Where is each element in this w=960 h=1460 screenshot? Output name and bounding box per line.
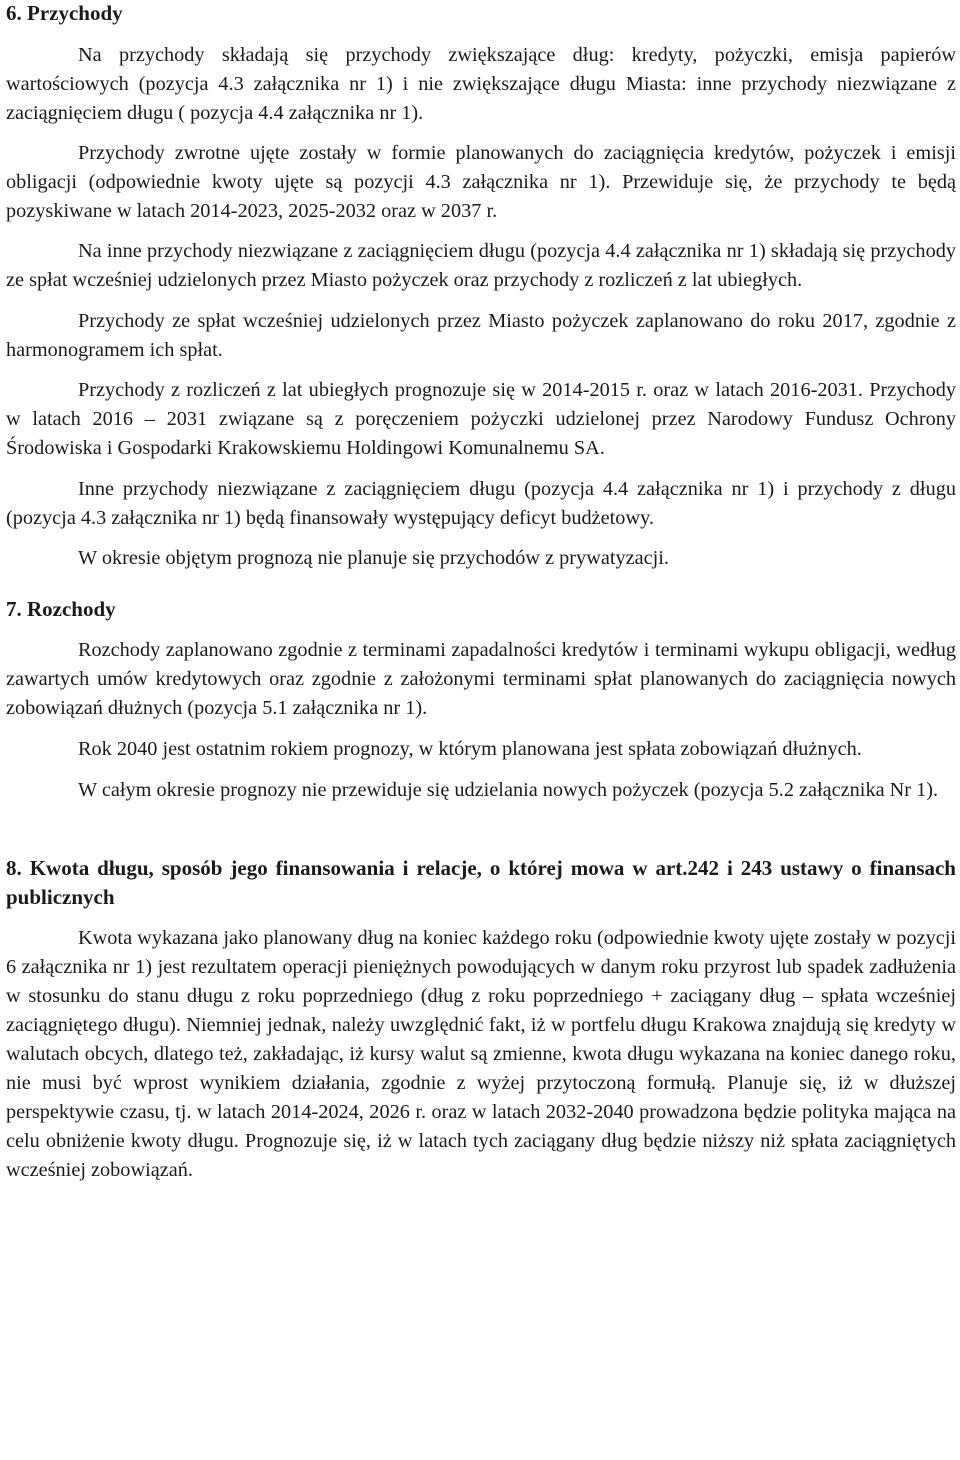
section-6-paragraph-6: Inne przychody niezwiązane z zaciągnięciem długu (pozycja 4.4 załącznika nr 1) i przychody z długu (pozycja 4.3 załącznika nr 1) będą finansowały występujący deficyt budżetowy. xyxy=(6,478,956,529)
section-7-paragraph-3: W całym okresie prognozy nie przewiduje się udzielania nowych pożyczek (pozycja 5.2 załącznika Nr 1). xyxy=(78,779,939,801)
section-6-paragraph-4: Przychody ze spłat wcześniej udzielonych przez Miasto pożyczek zaplanowano do roku 2017, zgodnie z harmonogramem ich spłat. xyxy=(6,310,956,361)
section-6-heading: 6. Przychody xyxy=(6,1,123,25)
section-7-paragraph-2: Rok 2040 jest ostatnim rokiem prognozy, w którym planowana jest spłata zobowiązań dłużnych. xyxy=(78,738,862,760)
section-6-paragraph-5: Przychody z rozliczeń z lat ubiegłych prognozuje się w 2014-2015 r. oraz w latach 2016-2031. Przychody w latach 2016 – 2031 związane są z poręczeniem pożyczki udzielonej przez Narodowy Fundusz Ochrony Środowiska i Gospodarki Krakowskiemu Holdingowi Komunalnemu SA. xyxy=(6,379,956,459)
section-6-paragraph-1: Na przychody składają się przychody zwiększające dług: kredyty, pożyczki, emisja papierów wartościowych (pozycja 4.3 załącznika nr 1) i nie zwiększające długu Miasta: inne przychody niezwiązane z zaciągnięciem długu ( pozycja 4.4 załącznika nr 1). xyxy=(6,44,956,124)
section-8-paragraph-1: Kwota wykazana jako planowany dług na koniec każdego roku (odpowiednie kwoty ujęte zostały w pozycji 6 załącznika nr 1) jest rezultatem operacji pieniężnych powodujących w danym roku przyrost lub spadek zadłużenia w stosunku do stanu długu z roku poprzedniego (dług z roku poprzedniego + zaciągany dług – spłata wcześniej zaciągniętego długu). Niemniej jednak, należy uwzględnić fakt, iż w portfelu długu Krakowa znajdują się kredyty w walutach obcych, dlatego też, zakładając, iż kursy walut są zmienne, kwota długu wykazana na koniec danego roku, nie musi być wprost wynikiem działania, zgodnie z wyżej przytoczoną formułą. Planuje się, iż w dłuższej perspektywie czasu, tj. w latach 2014-2024, 2026 r. oraz w latach 2032-2040 prowadzona będzie polityka mająca na celu obniżenie kwoty długu. Prognozuje się, iż w latach tych zaciągany dług będzie niższy niż spłata zaciągniętych wcześniej zobowiązań. xyxy=(6,927,956,1181)
section-6-paragraph-7: W okresie objętym prognozą nie planuje się przychodów z prywatyzacji. xyxy=(78,547,669,569)
section-7-heading: 7. Rozchody xyxy=(6,597,116,621)
section-8-heading: 8. Kwota długu, sposób jego finansowania i relacje, o której mowa w art.242 i 243 ustawy o finansach publicznych xyxy=(6,856,956,909)
section-6-paragraph-3: Na inne przychody niezwiązane z zaciągnięciem długu (pozycja 4.4 załącznika nr 1) składają się przychody ze spłat wcześniej udzielonych przez Miasto pożyczek oraz przychody z rozliczeń z lat ubiegłych. xyxy=(6,240,956,291)
section-7-paragraph-1: Rozchody zaplanowano zgodnie z terminami zapadalności kredytów i terminami wykupu obligacji, według zawartych umów kredytowych oraz zgodnie z założonymi terminami spłat planowanych do zaciągnięcia nowych zobowiązań dłużnych (pozycja 5.1 załącznika nr 1). xyxy=(6,639,956,719)
document-page xyxy=(6,0,956,1185)
section-6-paragraph-2: Przychody zwrotne ujęte zostały w formie planowanych do zaciągnięcia kredytów, pożyczek i emisji obligacji (odpowiednie kwoty ujęte są pozycji 4.3 załącznika nr 1). Przewiduje się, że przychody te będą pozyskiwane w latach 2014-2023, 2025-2032 oraz w 2037 r. xyxy=(6,142,956,222)
